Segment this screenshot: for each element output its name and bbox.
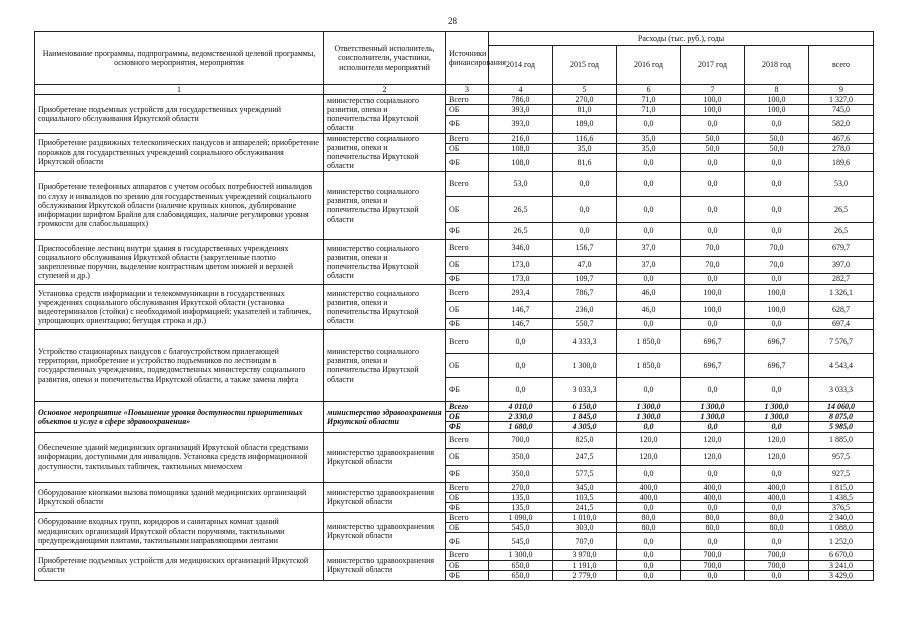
total-value: 376,5 <box>809 502 874 512</box>
year-value: 120,0 <box>617 432 681 448</box>
year-value: 400,0 <box>745 482 809 492</box>
funding-source: ОБ <box>446 412 489 422</box>
activity-name: Оборудование входных групп, коридоров и санитарных комнат зданий медицинских организаций Иркутской области поручнями, тактильными предупреждающими плитами, тактильными направляющими лентами <box>35 513 324 550</box>
year-value: 0,0 <box>489 377 553 401</box>
year-value: 270,0 <box>553 95 617 105</box>
funding-source: ОБ <box>446 523 489 533</box>
year-value: 700,0 <box>489 432 553 448</box>
year-value: 216,0 <box>489 133 553 143</box>
year-value: 825,0 <box>553 432 617 448</box>
year-value: 35,0 <box>617 133 681 143</box>
executor: министерство здравоохранения Иркутской области <box>324 401 446 432</box>
table-row <box>35 171 874 196</box>
total-value: 26,5 <box>809 196 874 222</box>
year-value: 0,0 <box>745 171 809 196</box>
funding-source: ФБ <box>446 273 489 284</box>
total-value: 1 815,0 <box>809 482 874 492</box>
activity-name: Основное мероприятие «Повышение уровня доступности приоритетных объектов и услуг в сфере здравоохранения» <box>35 401 324 432</box>
year-value: 50,0 <box>745 143 809 153</box>
year-value: 120,0 <box>681 432 745 448</box>
column-number: 9 <box>809 85 874 95</box>
year-value: 707,0 <box>553 533 617 550</box>
total-value: 8 075,0 <box>809 412 874 422</box>
year-value: 116,6 <box>553 133 617 143</box>
total-value: 697,4 <box>809 318 874 329</box>
executor: министерство здравоохранения Иркутской области <box>324 432 446 482</box>
year-value: 50,0 <box>681 143 745 153</box>
year-value: 1 300,0 <box>681 401 745 411</box>
year-value: 293,4 <box>489 284 553 301</box>
year-value: 0,0 <box>617 377 681 401</box>
activity-name: Устройство стационарных пандусов с благоустройством прилегающей территории, приобретение и устройство подъемников по лестницам в государственных учреждениях, подведомственных министерству социального развития, опеки и попечительства Иркутской области, а также замена лифта <box>35 329 324 401</box>
header-year: 2017 год <box>681 46 745 85</box>
year-value: 345,0 <box>553 482 617 492</box>
year-value: 35,0 <box>553 143 617 153</box>
funding-source: ФБ <box>446 318 489 329</box>
year-value: 241,5 <box>553 502 617 512</box>
header-year: 2014 год <box>489 46 553 85</box>
year-value: 650,0 <box>489 570 553 580</box>
year-value: 0,0 <box>617 422 681 432</box>
executor: министерство здравоохранения Иркутской области <box>324 482 446 513</box>
year-value: 0,0 <box>681 115 745 133</box>
year-value: 696,7 <box>745 353 809 377</box>
table-row <box>35 239 874 256</box>
executor: министерство социального развития, опеки и попечительства Иркутской области <box>324 95 446 133</box>
year-value: 0,0 <box>617 318 681 329</box>
year-value: 0,0 <box>553 171 617 196</box>
year-value: 0,0 <box>681 196 745 222</box>
year-value: 0,0 <box>745 222 809 239</box>
total-value: 7 576,7 <box>809 329 874 353</box>
funding-source: ФБ <box>446 115 489 133</box>
year-value: 100,0 <box>745 301 809 318</box>
year-value: 1 850,0 <box>617 353 681 377</box>
funding-source: Всего <box>446 550 489 560</box>
year-value: 236,0 <box>553 301 617 318</box>
year-value: 247,5 <box>553 448 617 465</box>
funding-source: ФБ <box>446 422 489 432</box>
year-value: 70,0 <box>681 256 745 273</box>
year-value: 1 300,0 <box>617 412 681 422</box>
page-number: 28 <box>448 16 457 26</box>
total-value: 582,0 <box>809 115 874 133</box>
year-value: 120,0 <box>681 448 745 465</box>
activity-name: Приобретение телефонных аппаратов с учетом особых потребностей инвалидов по слуху и инвалидов по зрению для государственных учреждений социального обслуживания Иркутской области (наличие крупных кнопок, дублирование информации шрифтом Брайля для слабовидящих, наличие регулировки уровня громкости для слабослышащих) <box>35 171 324 239</box>
activity-name: Оборудование кнопками вызова помощника зданий медицинских организаций Иркутской области <box>35 482 324 513</box>
total-value: 3 429,0 <box>809 570 874 580</box>
year-value: 0,0 <box>745 196 809 222</box>
table-row <box>35 513 874 523</box>
year-value: 80,0 <box>681 513 745 523</box>
year-value: 37,0 <box>617 256 681 273</box>
column-number: 5 <box>553 85 617 95</box>
year-value: 173,0 <box>489 273 553 284</box>
year-value: 400,0 <box>681 482 745 492</box>
year-value: 0,0 <box>681 533 745 550</box>
funding-source: ОБ <box>446 196 489 222</box>
year-value: 1 845,0 <box>553 412 617 422</box>
executor: министерство социального развития, опеки и попечительства Иркутской области <box>324 329 446 401</box>
year-value: 0,0 <box>745 533 809 550</box>
year-value: 53,0 <box>489 171 553 196</box>
funding-source: ОБ <box>446 353 489 377</box>
funding-source: Всего <box>446 329 489 353</box>
year-value: 189,0 <box>553 115 617 133</box>
year-value: 0,0 <box>489 353 553 377</box>
year-value: 47,0 <box>553 256 617 273</box>
year-value: 0,0 <box>617 465 681 482</box>
year-value: 0,0 <box>553 222 617 239</box>
year-value: 1 300,0 <box>617 401 681 411</box>
year-value: 135,0 <box>489 492 553 502</box>
year-value: 0,0 <box>681 153 745 171</box>
funding-source: ФБ <box>446 222 489 239</box>
year-value: 146,7 <box>489 318 553 329</box>
year-value: 156,7 <box>553 239 617 256</box>
header-executor: Ответственный исполнитель, соисполнители, участники, исполнители мероприятий <box>324 32 446 85</box>
year-value: 103,5 <box>553 492 617 502</box>
total-value: 467,6 <box>809 133 874 143</box>
column-number: 8 <box>745 85 809 95</box>
year-value: 0,0 <box>745 570 809 580</box>
activity-name: Установка средств информации и телекоммуникации в государственных учреждениях социального обслуживания Иркутской области (установка видеотерминалов (стойки) с необходимой информацией; указателей и табличек, упрощающих ориентацию; бегущая строка и др.) <box>35 284 324 329</box>
year-value: 0,0 <box>617 550 681 560</box>
year-value: 50,0 <box>681 133 745 143</box>
year-value: 108,0 <box>489 153 553 171</box>
funding-source: ФБ <box>446 465 489 482</box>
year-value: 0,0 <box>617 222 681 239</box>
year-value: 135,0 <box>489 502 553 512</box>
year-value: 26,5 <box>489 196 553 222</box>
year-value: 1 191,0 <box>553 560 617 570</box>
header-year: 2015 год <box>553 46 617 85</box>
table-row <box>35 401 874 411</box>
header-year: 2018 год <box>745 46 809 85</box>
header-source: Источники финансирования <box>446 32 489 85</box>
total-value: 1 326,1 <box>809 284 874 301</box>
year-value: 0,0 <box>617 115 681 133</box>
total-value: 1 088,0 <box>809 523 874 533</box>
year-value: 0,0 <box>745 422 809 432</box>
year-value: 80,0 <box>617 523 681 533</box>
table-row <box>35 482 874 492</box>
funding-source: ОБ <box>446 143 489 153</box>
year-value: 71,0 <box>617 105 681 115</box>
year-value: 50,0 <box>745 133 809 143</box>
year-value: 1 010,0 <box>553 513 617 523</box>
total-value: 3 033,3 <box>809 377 874 401</box>
funding-source: ФБ <box>446 377 489 401</box>
year-value: 1 300,0 <box>553 353 617 377</box>
year-value: 71,0 <box>617 95 681 105</box>
year-value: 545,0 <box>489 523 553 533</box>
header-total: всего <box>809 46 874 85</box>
table-row <box>35 133 874 143</box>
year-value: 100,0 <box>745 284 809 301</box>
year-value: 0,0 <box>745 153 809 171</box>
total-value: 1 327,0 <box>809 95 874 105</box>
year-value: 80,0 <box>745 523 809 533</box>
total-value: 4 543,4 <box>809 353 874 377</box>
header-name: Наименование программы, подпрограммы, ведомственной целевой программы, основного мероприятия, мероприятия <box>35 32 324 85</box>
funding-source: ФБ <box>446 533 489 550</box>
executor: министерство социального развития, опеки и попечительства Иркутской области <box>324 239 446 284</box>
funding-source: ОБ <box>446 448 489 465</box>
year-value: 1 300,0 <box>745 401 809 411</box>
total-value: 6 670,0 <box>809 550 874 560</box>
year-value: 0,0 <box>745 115 809 133</box>
funding-source: ОБ <box>446 256 489 273</box>
year-value: 545,0 <box>489 533 553 550</box>
year-value: 393,0 <box>489 105 553 115</box>
table-row <box>35 550 874 560</box>
column-number: 2 <box>324 85 446 95</box>
total-value: 1 252,0 <box>809 533 874 550</box>
funding-source: ФБ <box>446 153 489 171</box>
expenses-table <box>34 31 874 581</box>
year-value: 100,0 <box>745 105 809 115</box>
year-value: 786,0 <box>489 95 553 105</box>
year-value: 650,0 <box>489 560 553 570</box>
year-value: 393,0 <box>489 115 553 133</box>
funding-source: Всего <box>446 284 489 301</box>
funding-source: ОБ <box>446 560 489 570</box>
year-value: 577,5 <box>553 465 617 482</box>
year-value: 70,0 <box>745 256 809 273</box>
total-value: 14 060,0 <box>809 401 874 411</box>
year-value: 4 333,3 <box>553 329 617 353</box>
year-value: 81,0 <box>553 105 617 115</box>
year-value: 0,0 <box>745 465 809 482</box>
year-value: 70,0 <box>745 239 809 256</box>
column-number: 1 <box>35 85 324 95</box>
funding-source: ФБ <box>446 502 489 512</box>
year-value: 0,0 <box>617 533 681 550</box>
year-value: 0,0 <box>617 196 681 222</box>
activity-name: Обеспечение зданий медицинских организаций Иркутской области средствами информации, доступными для инвалидов. Установка средств информационной доступности, тактильных табличек, тактильных мнемосхем <box>35 432 324 482</box>
funding-source: Всего <box>446 133 489 143</box>
year-value: 0,0 <box>617 502 681 512</box>
activity-name: Приобретение подъемных устройств для медицинских организаций Иркутской области <box>35 550 324 581</box>
year-value: 700,0 <box>681 560 745 570</box>
year-value: 4 010,0 <box>489 401 553 411</box>
column-numbers-row <box>35 85 874 95</box>
year-value: 46,0 <box>617 301 681 318</box>
funding-source: ОБ <box>446 492 489 502</box>
year-value: 0,0 <box>617 560 681 570</box>
column-number: 7 <box>681 85 745 95</box>
table-row <box>35 432 874 448</box>
year-value: 0,0 <box>617 273 681 284</box>
year-value: 37,0 <box>617 239 681 256</box>
executor: министерство здравоохранения Иркутской области <box>324 513 446 550</box>
year-value: 80,0 <box>745 513 809 523</box>
year-value: 786,7 <box>553 284 617 301</box>
year-value: 1 300,0 <box>489 550 553 560</box>
year-value: 108,0 <box>489 143 553 153</box>
year-value: 0,0 <box>745 377 809 401</box>
funding-source: ОБ <box>446 301 489 318</box>
year-value: 100,0 <box>681 301 745 318</box>
year-value: 700,0 <box>681 550 745 560</box>
year-value: 0,0 <box>745 273 809 284</box>
year-value: 700,0 <box>745 550 809 560</box>
total-value: 3 241,0 <box>809 560 874 570</box>
year-value: 2 330,0 <box>489 412 553 422</box>
year-value: 4 305,0 <box>553 422 617 432</box>
executor: министерство здравоохранения Иркутской области <box>324 550 446 581</box>
year-value: 0,0 <box>617 153 681 171</box>
year-value: 81,6 <box>553 153 617 171</box>
year-value: 0,0 <box>617 171 681 196</box>
total-value: 957,5 <box>809 448 874 465</box>
year-value: 3 970,0 <box>553 550 617 560</box>
total-value: 628,7 <box>809 301 874 318</box>
year-value: 100,0 <box>681 284 745 301</box>
year-value: 400,0 <box>617 492 681 502</box>
year-value: 0,0 <box>681 318 745 329</box>
year-value: 146,7 <box>489 301 553 318</box>
total-value: 1 885,0 <box>809 432 874 448</box>
year-value: 350,0 <box>489 465 553 482</box>
year-value: 0,0 <box>681 273 745 284</box>
column-number: 4 <box>489 85 553 95</box>
year-value: 0,0 <box>681 422 745 432</box>
year-value: 3 033,3 <box>553 377 617 401</box>
year-value: 400,0 <box>681 492 745 502</box>
year-value: 0,0 <box>489 329 553 353</box>
funding-source: ОБ <box>446 105 489 115</box>
total-value: 189,6 <box>809 153 874 171</box>
year-value: 120,0 <box>617 448 681 465</box>
total-value: 745,0 <box>809 105 874 115</box>
executor: министерство социального развития, опеки и попечительства Иркутской области <box>324 133 446 171</box>
total-value: 679,7 <box>809 239 874 256</box>
funding-source: Всего <box>446 482 489 492</box>
header-expenses: Расходы (тыс. руб.), годы <box>489 32 874 46</box>
total-value: 1 438,5 <box>809 492 874 502</box>
year-value: 80,0 <box>681 523 745 533</box>
funding-source: Всего <box>446 239 489 256</box>
year-value: 400,0 <box>745 492 809 502</box>
table-row <box>35 284 874 301</box>
year-value: 400,0 <box>617 482 681 492</box>
total-value: 53,0 <box>809 171 874 196</box>
total-value: 26,5 <box>809 222 874 239</box>
table-row <box>35 95 874 105</box>
total-value: 282,7 <box>809 273 874 284</box>
year-value: 696,7 <box>745 329 809 353</box>
year-value: 100,0 <box>745 95 809 105</box>
year-value: 0,0 <box>553 196 617 222</box>
funding-source: Всего <box>446 95 489 105</box>
activity-name: Приспособление лестниц внутри здания в государственных учреждениях социального обслуживания Иркутской области (закругленные плотно закрепленные поручни, выделение контрастным цветом нижней и верхней ступеней и др.) <box>35 239 324 284</box>
year-value: 1 300,0 <box>681 412 745 422</box>
year-value: 100,0 <box>681 105 745 115</box>
year-value: 0,0 <box>681 222 745 239</box>
year-value: 270,0 <box>489 482 553 492</box>
year-value: 1 680,0 <box>489 422 553 432</box>
total-value: 278,0 <box>809 143 874 153</box>
year-value: 26,5 <box>489 222 553 239</box>
year-value: 0,0 <box>681 502 745 512</box>
funding-source: ФБ <box>446 570 489 580</box>
year-value: 350,0 <box>489 448 553 465</box>
year-value: 0,0 <box>681 377 745 401</box>
year-value: 80,0 <box>617 513 681 523</box>
total-value: 2 340,0 <box>809 513 874 523</box>
table-body <box>35 95 874 581</box>
year-value: 0,0 <box>681 570 745 580</box>
year-value: 35,0 <box>617 143 681 153</box>
year-value: 0,0 <box>745 502 809 512</box>
year-value: 46,0 <box>617 284 681 301</box>
year-value: 550,7 <box>553 318 617 329</box>
total-value: 397,0 <box>809 256 874 273</box>
year-value: 346,0 <box>489 239 553 256</box>
table-header <box>35 32 874 95</box>
year-value: 696,7 <box>681 353 745 377</box>
year-value: 120,0 <box>745 432 809 448</box>
funding-source: Всего <box>446 401 489 411</box>
year-value: 0,0 <box>681 465 745 482</box>
table-row <box>35 329 874 353</box>
column-number: 6 <box>617 85 681 95</box>
header-year: 2016 год <box>617 46 681 85</box>
year-value: 696,7 <box>681 329 745 353</box>
year-value: 2 779,0 <box>553 570 617 580</box>
year-value: 100,0 <box>681 95 745 105</box>
activity-name: Приобретение подъемных устройств для государственных учреждений социального обслуживания Иркутской области <box>35 95 324 133</box>
year-value: 173,0 <box>489 256 553 273</box>
year-value: 0,0 <box>745 318 809 329</box>
executor: министерство социального развития, опеки и попечительства Иркутской области <box>324 171 446 239</box>
year-value: 303,0 <box>553 523 617 533</box>
year-value: 700,0 <box>745 560 809 570</box>
year-value: 1 300,0 <box>745 412 809 422</box>
year-value: 6 150,0 <box>553 401 617 411</box>
year-value: 109,7 <box>553 273 617 284</box>
total-value: 5 985,0 <box>809 422 874 432</box>
funding-source: Всего <box>446 432 489 448</box>
year-value: 120,0 <box>745 448 809 465</box>
year-value: 0,0 <box>617 570 681 580</box>
column-number: 3 <box>446 85 489 95</box>
year-value: 70,0 <box>681 239 745 256</box>
total-value: 927,5 <box>809 465 874 482</box>
funding-source: Всего <box>446 171 489 196</box>
activity-name: Приобретение раздвижных телескопических пандусов и аппарелей; приобретение порожков для государственных учреждений социального обслуживания Иркутской области <box>35 133 324 171</box>
executor: министерство социального развития, опеки и попечительства Иркутской области <box>324 284 446 329</box>
year-value: 1 090,0 <box>489 513 553 523</box>
year-value: 1 850,0 <box>617 329 681 353</box>
year-value: 0,0 <box>681 171 745 196</box>
funding-source: Всего <box>446 513 489 523</box>
